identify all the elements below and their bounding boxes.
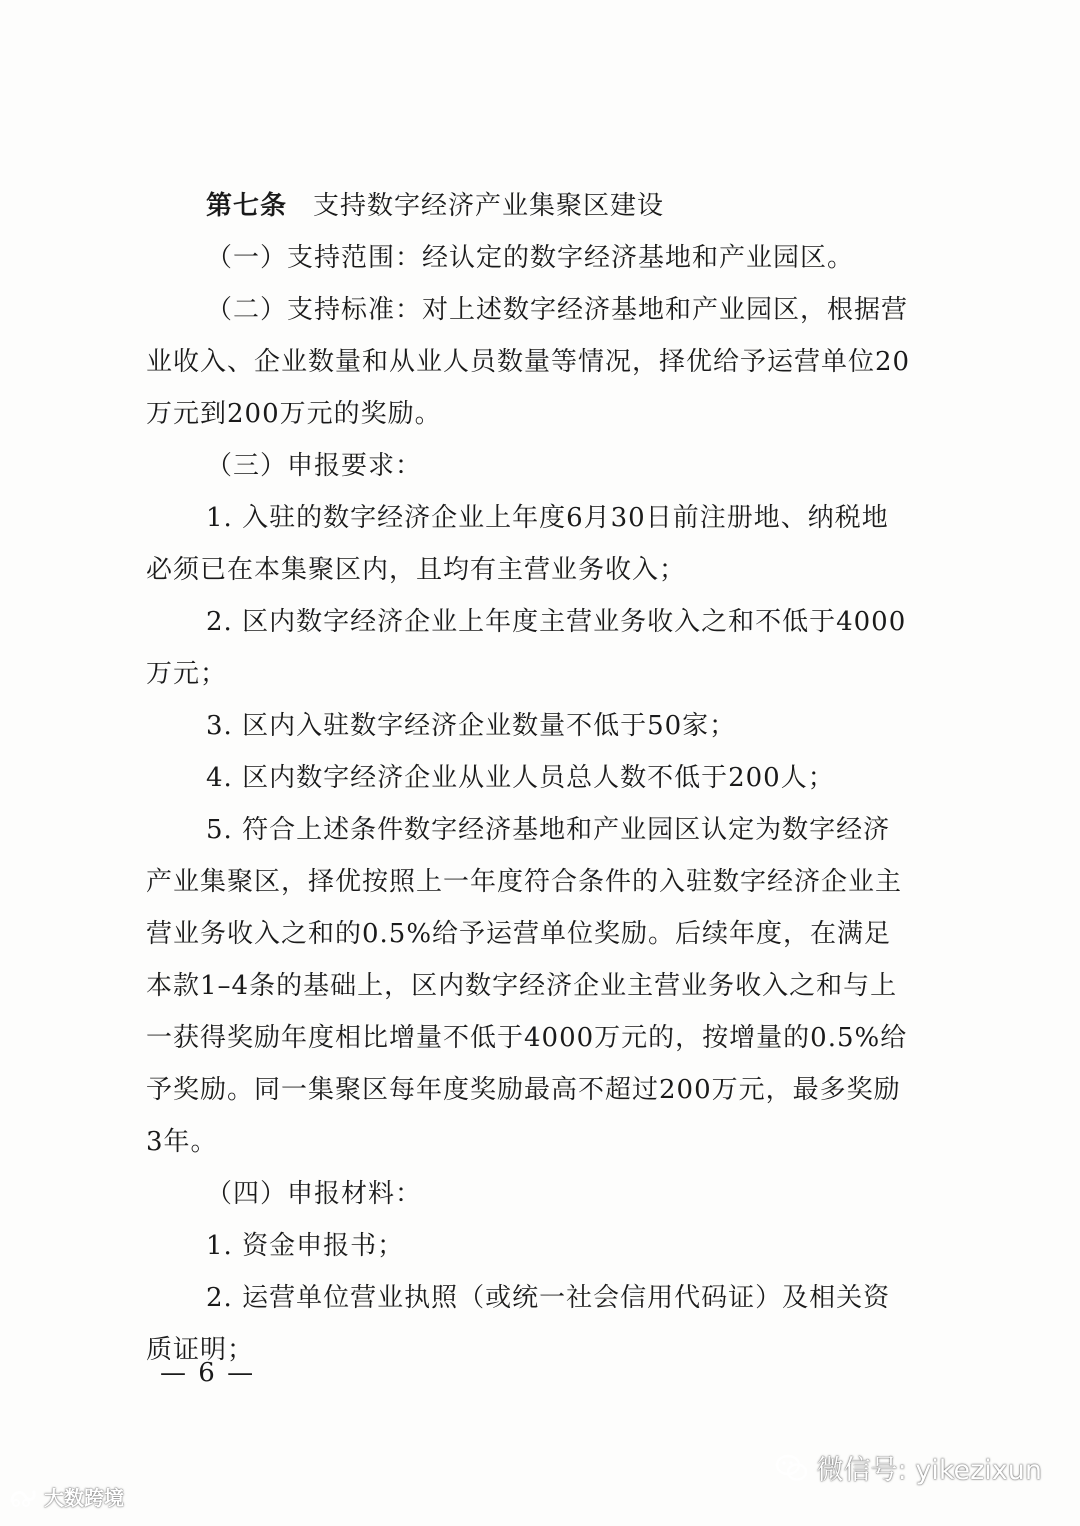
- text-line: （三）申报要求：: [206, 451, 423, 481]
- article-number: 第七条: [206, 191, 288, 221]
- paragraph: [146, 804, 952, 1168]
- text-line: 4. 区内数字经济企业从业人员总人数不低于200人；: [206, 763, 835, 793]
- wechat-watermark-text: 微信号: yikezixun: [816, 1455, 1042, 1486]
- text-line: 1. 资金申报书；: [206, 1231, 405, 1261]
- paragraph: [146, 596, 952, 700]
- text-line: 营业务收入之和的0.5%给予运营单位奖励。后续年度，在满足: [146, 919, 892, 949]
- text-line: 业收入、企业数量和从业人员数量等情况，择优给予运营单位20: [146, 347, 911, 377]
- text-line: （二）支持标准：对上述数字经济基地和产业园区，根据营: [206, 295, 909, 325]
- brand-watermark-text: 大数跨境: [44, 1486, 124, 1510]
- paragraph: [146, 700, 952, 752]
- brand-logo-icon: [8, 1486, 38, 1508]
- paragraph: [146, 1168, 952, 1220]
- text-line: 2. 区内数字经济企业上年度主营业务收入之和不低于4000: [206, 607, 907, 637]
- text-line: 必须已在本集聚区内，且均有主营业务收入；: [146, 555, 687, 585]
- text-line: 3年。: [146, 1127, 218, 1157]
- text-line: 产业集聚区，择优按照上一年度符合条件的入驻数字经济企业主: [146, 867, 903, 897]
- paragraph: [146, 492, 952, 596]
- text-line: 3. 区内入驻数字经济企业数量不低于50家；: [206, 711, 737, 741]
- text-line: 1. 入驻的数字经济企业上年度6月30日前注册地、纳税地: [206, 503, 889, 533]
- paragraph: [146, 1220, 952, 1272]
- text-line: （四）申报材料：: [206, 1179, 423, 1209]
- text-line: 万元到200万元的奖励。: [146, 399, 442, 429]
- brand-watermark: [8, 1482, 124, 1511]
- page-number: — 6 —: [160, 1358, 256, 1388]
- text-line: 万元；: [146, 659, 228, 689]
- wechat-icon: [775, 1453, 809, 1483]
- paragraph: [146, 284, 952, 440]
- article-heading: [146, 180, 952, 232]
- article-title: 支持数字经济产业集聚区建设: [313, 191, 665, 221]
- text-line: 本款1–4条的基础上，区内数字经济企业主营业务收入之和与上: [146, 971, 898, 1001]
- paragraph: [146, 1272, 952, 1376]
- text-line: 一获得奖励年度相比增量不低于4000万元的，按增量的0.5%给: [146, 1023, 908, 1053]
- wechat-watermark: [775, 1448, 1042, 1487]
- text-line: 质证明；: [146, 1335, 255, 1365]
- document-body: [146, 180, 952, 1376]
- text-line: 2. 运营单位营业执照（或统一社会信用代码证）及相关资: [206, 1283, 891, 1313]
- text-line: （一）支持范围：经认定的数字经济基地和产业园区。: [206, 243, 855, 273]
- paragraph: [146, 440, 952, 492]
- paragraph: [146, 752, 952, 804]
- text-line: 予奖励。同一集聚区每年度奖励最高不超过200万元，最多奖励: [146, 1075, 901, 1105]
- paragraph: [146, 232, 952, 284]
- text-line: 5. 符合上述条件数字经济基地和产业园区认定为数字经济: [206, 815, 891, 845]
